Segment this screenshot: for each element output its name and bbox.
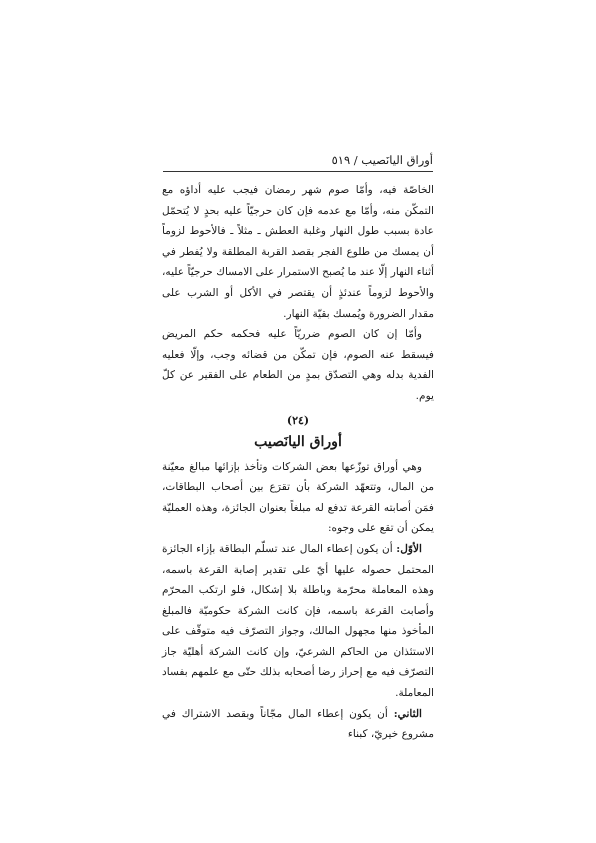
- paragraph-first-case: [162, 539, 434, 704]
- first-case-label: الأوّل:: [396, 542, 422, 555]
- first-case-text: أن يكون إعطاء المال عند تسلّم البطاقة بإزاء الجائزة المحتمل حصوله عليها أيّ على تقدير إصابة القرعة باسمه، وهذه المعاملة محرّمة وباطلة بلا إشكال، فلو ارتكب المحرّم وأصابت القرعة باسمه، فإن كانت الشركة حكوميّة فالمبلغ المأخوذ منها مجهول المالك، وجواز التصرّف فيه متوقّف على الاستئذان من الحاكم الشرعيّ، وإن كانت الشركة أهليّة جاز التصرّف فيه مع إحراز رضا أصحابه بذلك حتّى مع علمهم بفساد المعاملة.: [162, 542, 434, 700]
- section-number: (٢٤): [286, 413, 310, 427]
- section-title: أوراق اليانَصيب: [254, 433, 342, 450]
- paragraph-fasting-continuation: الخاصّة فيه، وأمّا صوم شهر رمضان فيجب عليه أداؤه مع التمكّن منه، وأمّا مع عدمه فإن كان حرجيّاً عليه بحدٍ لا يُتحمّل عادة بسبب طول النهار وغلبة العطش ـ مثلاً ـ فالأحوط لزوماً أن يمسك من طلوع الفجر بقصد القربة المطلقة ولا يُفطر في أثناء النهار إلّا عند ما يُصبح الاستمرار على الامساك حرجيّاً عليه، والأحوط لزوماً عندئذٍ أن يقتصر في الأكل أو الشرب على مقدار الضرورة ويُمسك بقيّة النهار.: [161, 184, 434, 320]
- second-case-text: أن يكون إعطاء المال مجّاناً وبقصد الاشتراك في مشروع خيريّ، كبناء: [162, 707, 434, 741]
- header-rule: [163, 171, 433, 172]
- body-text: [162, 180, 434, 745]
- paragraph-lottery-intro: وهي أوراق توزّعها بعض الشركات وتأخذ بإزائها مبالغ معيّنة من المال، وتتعهّد الشركة بأن تقرَع بين أصحاب البطاقات، فمَن أصابته القرعة تدفع له مبلغاً بعنوان الجائزة، وهذه العمليّة يمكن أن تقع على وجوه:: [162, 460, 434, 535]
- running-header: أوراق اليانَصيب / ٥١٩: [331, 153, 433, 167]
- paragraph-second-case: [162, 704, 434, 745]
- second-case-label: الثاني:: [393, 707, 422, 720]
- paragraph-harmful-fasting: وأمّا إن كان الصوم ضرريّاً عليه فحكمه حكم المريض فيسقط عنه الصوم، فإن تمكّن من قضائه وجب، وإلّا فعليه الفدية بدله وهي التصدّق بمدٍ من الطعام على الفقير عن كلّ يوم.: [162, 328, 434, 402]
